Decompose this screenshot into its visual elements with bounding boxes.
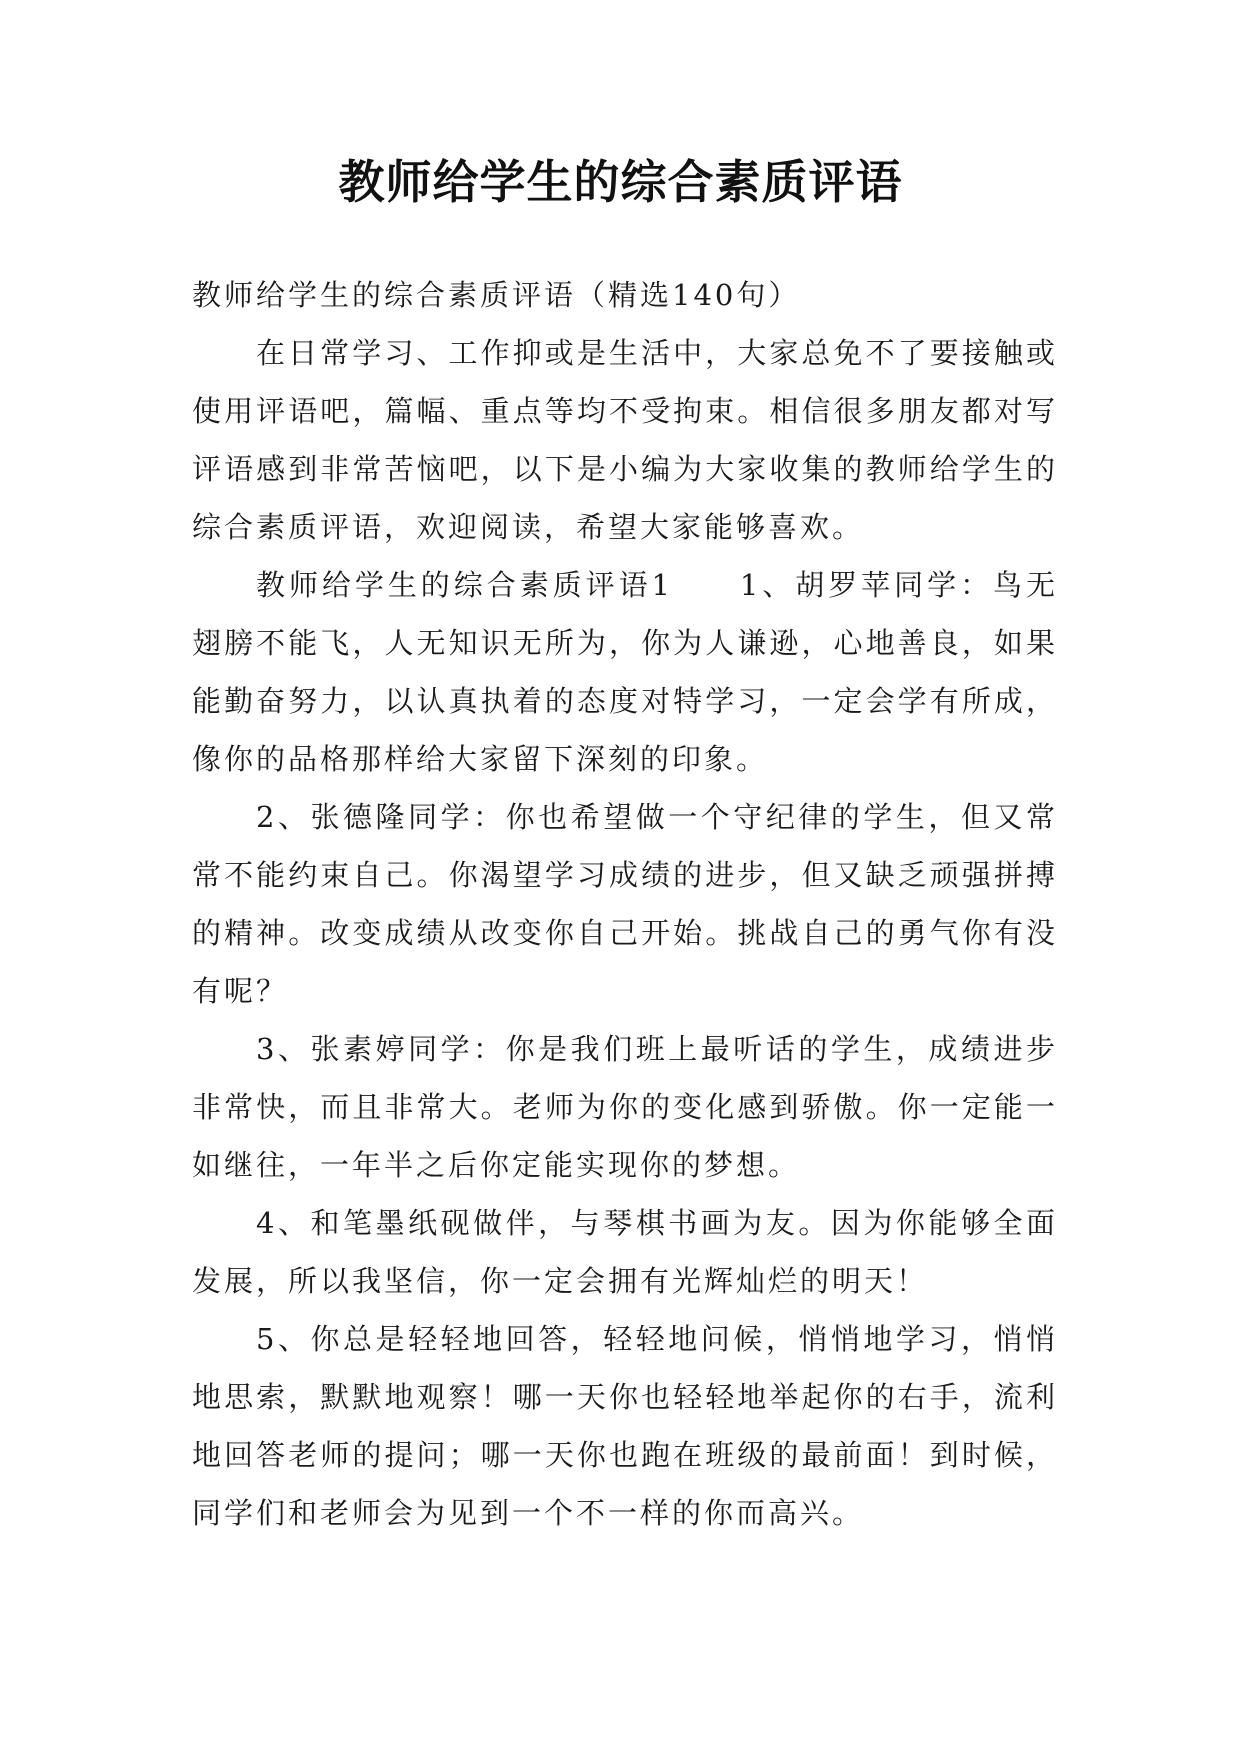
paragraph-intro: 在日常学习、工作抑或是生活中，大家总免不了要接触或使用评语吧，篇幅、重点等均不受拘束。相信很多朋友都对写评语感到非常苦恼吧，以下是小编为大家收集的教师给学生的综合素质评语，欢迎阅读，希望大家能够喜欢。 (192, 336, 1058, 544)
paragraph-comment-4: 4、和笔墨纸砚做伴，与琴棋书画为友。因为你能够全面发展，所以我坚信，你一定会拥有光辉灿烂的明天！ (192, 1206, 1058, 1298)
document-body (192, 266, 1058, 1542)
document-title: 教师给学生的综合素质评语 (338, 155, 903, 209)
paragraph-comment-3: 3、张素婷同学：你是我们班上最听话的学生，成绩进步非常快，而且非常大。老师为你的变化感到骄傲。你一定能一如继往，一年半之后你定能实现你的梦想。 (192, 1032, 1058, 1182)
document-subtitle: 教师给学生的综合素质评语（精选140句） (192, 278, 801, 312)
paragraph-comment-2: 2、张德隆同学：你也希望做一个守纪律的学生，但又常常不能约束自己。你渴望学习成绩的进步，但又缺乏顽强拼搏的精神。改变成绩从改变你自己开始。挑战自己的勇气你有没有呢？ (192, 800, 1058, 1008)
paragraph-comment-5: 5、你总是轻轻地回答，轻轻地问候，悄悄地学习，悄悄地思索，默默地观察！哪一天你也轻轻地举起你的右手，流利地回答老师的提问；哪一天你也跑在班级的最前面！到时候，同学们和老师会为见到一个不一样的你而高兴。 (192, 1322, 1058, 1530)
paragraph-comment-1: 教师给学生的综合素质评语1 1、胡罗苹同学：鸟无翅膀不能飞，人无知识无所为，你为人谦逊，心地善良，如果能勤奋努力，以认真执着的态度对特学习，一定会学有所成，像你的品格那样给大家留下深刻的印象。 (192, 568, 1058, 776)
